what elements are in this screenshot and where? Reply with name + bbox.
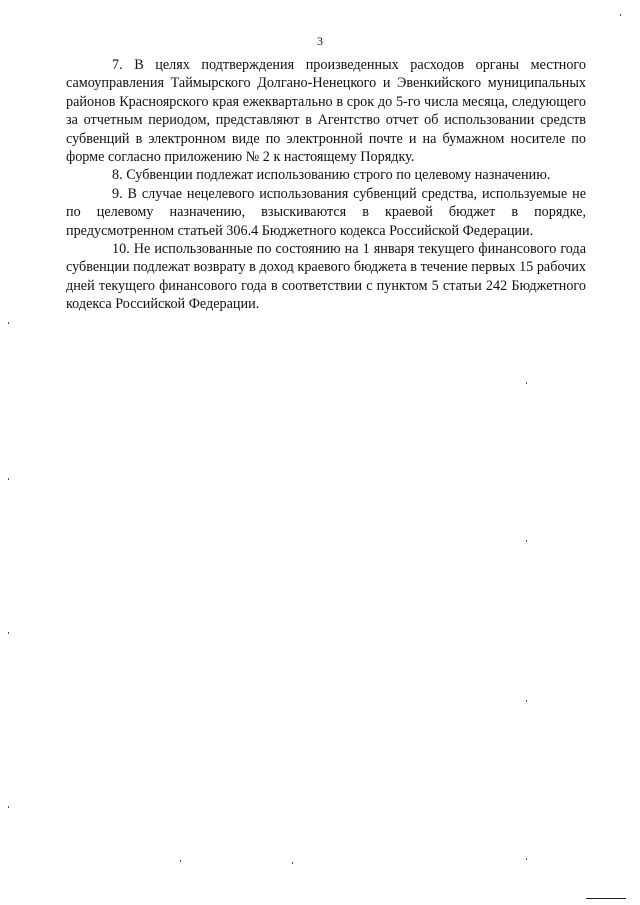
paragraph-10: 10. Не использованные по состоянию на 1 января текущего финансового года субвенции подлежат возврату в доход краевого бюджета в течение первых 15 рабочих дней текущего финансового года в соответствии с пунктом 5 статьи 242 Бюджетного кодекса Российской Федерации. — [66, 241, 586, 313]
scan-speck — [526, 858, 527, 860]
scan-speck — [526, 540, 527, 542]
scan-speck — [8, 478, 9, 480]
scan-speck — [180, 860, 181, 862]
scan-speck — [526, 382, 527, 384]
scan-speck — [8, 322, 9, 324]
scan-speck — [8, 632, 9, 634]
document-body — [66, 56, 586, 314]
scan-speck — [292, 862, 293, 864]
page-number: 3 — [317, 34, 323, 48]
scan-speck — [526, 700, 527, 702]
paragraph-8: 8. Субвенции подлежат использованию строго по целевому назначению. — [112, 167, 551, 184]
footer-rule — [586, 898, 626, 899]
scan-speck — [8, 806, 9, 808]
paragraph-9: 9. В случае нецелевого использования субвенций средства, используемые не по целевому назначению, взыскиваются в краевой бюджет в порядке, предусмотренном статьей 306.4 Бюджетного кодекса Российской Федерации. — [66, 185, 586, 239]
paragraph-7: 7. В целях подтверждения произведенных расходов органы местного самоуправления Таймырского Долгано-Ненецкого и Эвенкийского муниципальных районов Красноярского края ежеквартально в срок до 5-го числа месяца, следующего за отчетным периодом, представляют в Агентство отчет об использовании средств субвенций в электронном виде по электронной почте и на бумажном носителе по форме согласно приложению № 2 к настоящему Порядку. — [66, 57, 586, 166]
scan-speck — [620, 14, 621, 16]
